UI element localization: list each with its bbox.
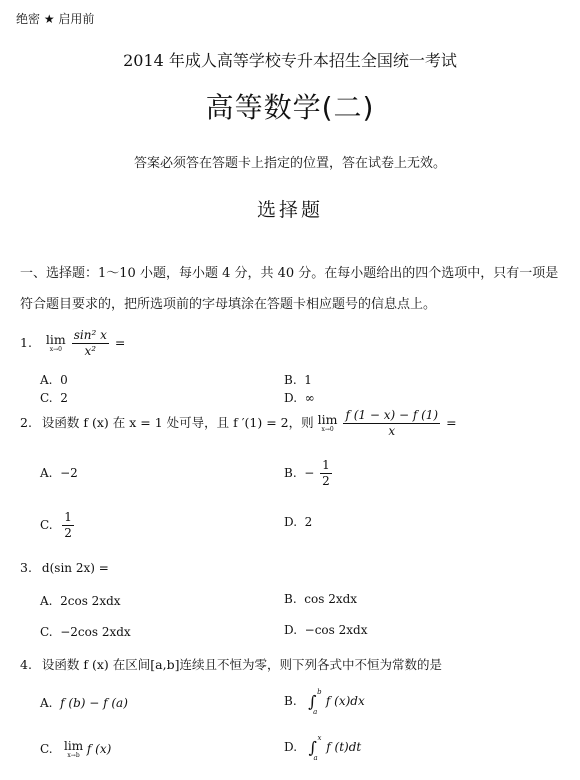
option-4d: D. ∫ x a f (t)dt (284, 734, 362, 762)
option-2b: B. − $\frac{1}{2}$ (284, 458, 330, 488)
question-stem: d(sin 2x) = (41, 561, 109, 575)
option-3a: A. 2cos 2xdx (40, 594, 121, 608)
subject-title: 高等数学(二) (205, 91, 375, 124)
option-2d: D. 2 (284, 515, 313, 529)
fraction: $\frac{f (1 - x) - f (1)}{x}$ (345, 408, 439, 438)
question-stem: 设函数 f (x) 在 x = 1 处可导，且 f ′(1) = 2，则 (41, 415, 314, 430)
equals-sign: = (446, 415, 457, 430)
question-number: 3. (20, 560, 32, 575)
integral-sign: ∫ x a (308, 734, 322, 762)
answer-notice: 答案必须答在答题卡上指定的位置，答在试卷上无效。 (133, 156, 446, 171)
option-4a: A. f (b) − f (a) (40, 696, 128, 710)
limit-operator: lim x→0 (45, 332, 66, 353)
option-3c: C. −2cos 2xdx (40, 625, 131, 639)
section-title: 选择题 (256, 199, 323, 221)
option-1c: C. 2 (40, 391, 68, 405)
limit-operator: lim x→b (64, 739, 84, 759)
question-number: 1. (20, 335, 32, 350)
option-4c: C. lim x→b f (x) (40, 739, 112, 759)
question-4 (20, 655, 442, 673)
limit-operator: lim x→0 (317, 412, 338, 433)
option-2a: A. −2 (40, 466, 78, 480)
option-4b: B. ∫ b a f (x)dx (284, 688, 365, 716)
exam-title: 2014 年成人高等学校专升本招生全国统一考试 (123, 51, 457, 70)
option-2c: C. $\frac{1}{2}$ (40, 510, 72, 540)
question-stem: 设函数 f (x) 在区间[a,b]连续且不恒为零，则下列各式中不恒为常数的是 (41, 657, 442, 672)
question-number: 2. (20, 415, 32, 430)
option-3b: B. cos 2xdx (284, 592, 358, 606)
option-3d: D. −cos 2xdx (284, 623, 368, 637)
question-1 (20, 328, 125, 359)
secret-label: 绝密 ★ 启用前 (16, 12, 95, 26)
section-instructions: 一、选择题：1～10 小题，每小题 4 分，共 40 分。在每小题给出的四个选项中，只有一项是符合题目要求的，把所选项前的字母填涂在答题卡相应题号的信息点上。 (20, 266, 559, 312)
question-3 (20, 560, 109, 575)
fraction: $\frac{1}{2}$ (322, 458, 330, 488)
equals-sign: = (114, 335, 126, 350)
fraction: $\frac{\text{sin² x}}{\text{x²}}$ (73, 328, 107, 358)
question-2 (20, 408, 457, 439)
option-1d: D. ∞ (284, 391, 315, 405)
option-1b: B. 1 (284, 373, 312, 387)
question-number: 4. (20, 657, 32, 672)
option-1a: A. 0 (40, 373, 68, 387)
fraction: $\frac{1}{2}$ (64, 510, 72, 540)
integral-sign: ∫ b a (308, 688, 322, 716)
